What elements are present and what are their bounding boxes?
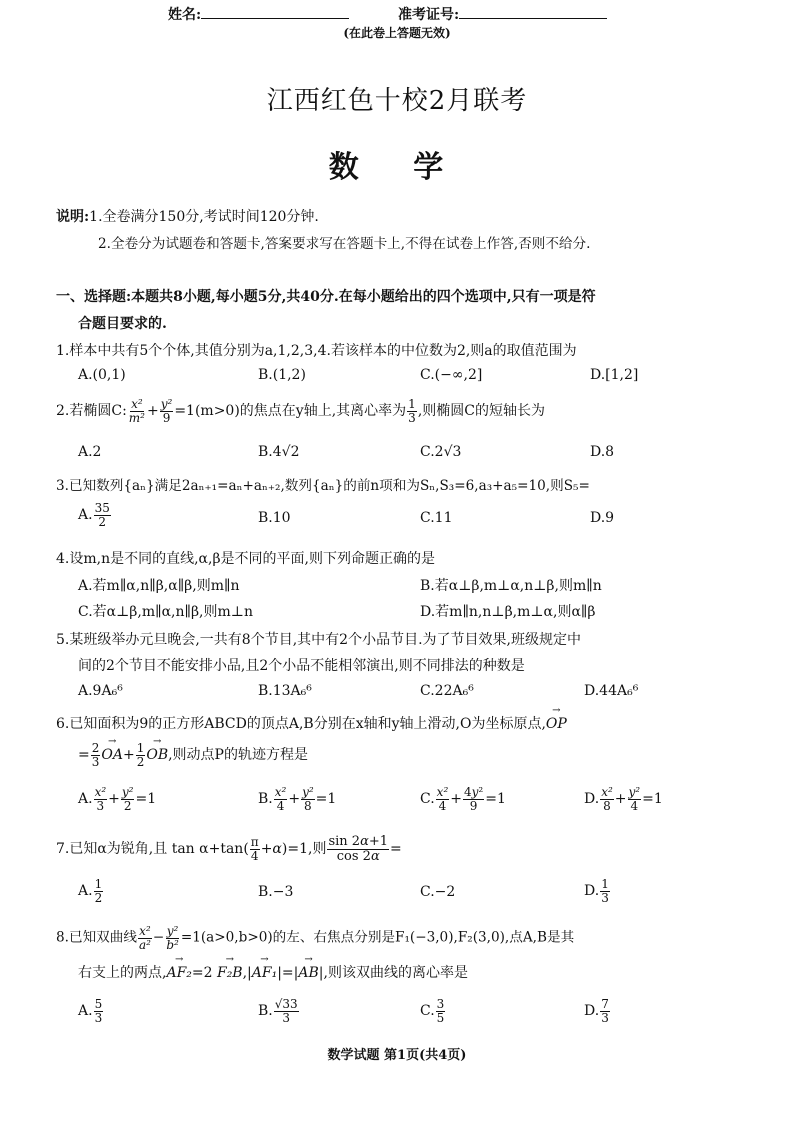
q6-option-c-label: C. (420, 791, 435, 808)
q8-line-2-a: 右支上的两点, (78, 965, 167, 981)
q3-a-den: 2 (98, 514, 107, 529)
q1-option-a: A.(0,1) (78, 367, 126, 383)
instructions-label: 说明: (56, 209, 90, 225)
q7-stem-a: 7.已知α为锐角,且 tan α+tan( (56, 841, 249, 858)
q8-option-b-label: B. (258, 1003, 273, 1020)
vector-af2: → AF₂ (166, 965, 191, 981)
exam-id-field (398, 4, 607, 24)
q6-option-d: D. $\frac{\text{x²}}{8}$ + $\frac{\text{y²}}{4}$ =1 (584, 785, 663, 813)
instructions-item-2: 2.全卷分为试题卷和答题卡,答案要求写在答题卡上,不得在试卷上作答,否则不给分. (98, 236, 591, 252)
q8-option-a-label: A. (78, 1003, 93, 1020)
q6-line-1-text: 6.已知面积为9的正方形ABCD的顶点A,B分别在x轴和y轴上滑动,O为坐标原点, (56, 716, 546, 732)
q7-option-c: C.−2 (420, 884, 456, 900)
q3-a-num: 35 (94, 501, 110, 515)
section-heading-line-2: 合题目要求的. (78, 316, 167, 332)
q8-option-c: C. $\frac{3}{5}$ (420, 997, 445, 1025)
q8-line-1-b: =1(a>0,b>0)的左、右焦点分别是F₁(−3,0),F₂(3,0),点A,B是其 (180, 929, 575, 946)
section-heading-line-1: 一、选择题:本题共8小题,每小题5分,共40分.在每小题给出的四个选项中,只有一项是符 (56, 289, 596, 305)
q2-stem-b: =1(m>0)的焦点在y轴上,其离心率为 (174, 403, 407, 420)
q4-stem: 4.设m,n是不同的直线,α,β是不同的平面,则下列命题正确的是 (56, 551, 435, 567)
header-notice: (在此卷上答题无效) (343, 26, 451, 40)
q2-option-b: B.4√2 (258, 444, 300, 460)
q8-option-d-label: D. (584, 1003, 600, 1020)
page-footer: 数学试题 第1页(共4页) (327, 1048, 467, 1063)
q2-stem-a: 2.若椭圆C: (56, 403, 127, 420)
vector-ob: → OB (146, 747, 168, 763)
q1-option-d: D.[1,2] (590, 367, 639, 383)
q4-option-a: A.若m∥α,n∥β,α∥β,则m∥n (78, 578, 240, 594)
vector-ab: → AB (298, 965, 318, 981)
q2-frac-e: $\frac{1}{3}$ (408, 397, 416, 425)
q6-line-2-tail: ,则动点P的轨迹方程是 (168, 747, 308, 764)
q3-option-a (78, 502, 112, 528)
q7-stem: 7.已知α为锐角,且 tan α+tan( $\frac{\pi}{4}$ +α)=1,则 $\frac{\sin 2\alpha+1}{\cos 2\alpha}$ = (56, 834, 402, 864)
q5-option-b: B.13A₆⁶ (258, 683, 312, 699)
q2-stem: 2.若椭圆C: $\frac{\text{x²}}{\text{m²}}$ + $\frac{\text{y²}}{9}$ =1(m>0)的焦点在y轴上,其离心率为 $\frac{1}{3}$ ,则椭圆C的短轴长为 (56, 397, 545, 425)
q7-option-d-label: D. (584, 883, 600, 900)
q8-line-1: 8.已知双曲线 $\frac{\text{x²}}{\text{a²}}$ − $\frac{\text{y²}}{\text{b²}}$ =1(a>0,b>0)的左、右焦点分别是F₁(−3,0),F₂(3,0),点A,B是其 (56, 924, 575, 952)
vector-op: → OP (546, 716, 567, 732)
q8-option-d: D. $\frac{7}{3}$ (584, 997, 609, 1025)
q5-line-1: 5.某班级举办元旦晚会,一共有8个节目,其中有2个小品节目.为了节目效果,班级规定中 (56, 632, 581, 648)
instructions-line-1 (56, 206, 319, 226)
q2-option-d: D.8 (590, 444, 615, 460)
q7-option-a: A. $\frac{1}{2}$ (78, 877, 103, 905)
q6-option-d-label: D. (584, 791, 600, 808)
q6-frac-2-3: $\frac{2}{3}$ (91, 741, 100, 769)
q3-option-a-label: A. (78, 507, 93, 524)
q4-option-c: C.若α⊥β,m∥α,n∥β,则m⊥n (78, 604, 253, 620)
q8-option-a: A. $\frac{5}{3}$ (78, 997, 103, 1025)
q2-frac-x: $\frac{\text{x²}}{\text{m²}}$ (128, 397, 145, 425)
q4-option-d: D.若m∥n,n⊥β,m⊥α,则α∥β (420, 604, 596, 620)
q6-line-2: = $\frac{2}{3}$ → OA+ $\frac{1}{2}$ → OB,则动点P的轨迹方程是 (78, 742, 308, 768)
subject-title: 数 学 (328, 150, 466, 185)
q6-option-b: B. $\frac{\text{x²}}{4}$ + $\frac{\text{y²}}{8}$ =1 (258, 785, 337, 813)
q6-option-b-label: B. (258, 791, 273, 808)
q8-line-2: 右支上的两点,→ AF₂=2 → F₂B,|→ AF₁|=|→ AB|,则该双曲线的离心率是 (78, 962, 468, 982)
q4-option-b: B.若α⊥β,m⊥α,n⊥β,则m∥n (420, 578, 602, 594)
q3-option-a-frac (94, 502, 111, 528)
q5-option-a: A.9A₆⁶ (78, 683, 123, 699)
q8-option-c-label: C. (420, 1003, 435, 1020)
instructions-item-1: 1.全卷满分150分,考试时间120分钟. (89, 209, 319, 225)
exam-id-label: 准考证号: (398, 7, 460, 23)
q7-option-a-label: A. (78, 883, 93, 900)
q3-option-b: B.10 (258, 510, 291, 526)
q6-frac-1-2: $\frac{1}{2}$ (136, 741, 145, 769)
q2-stem-c: ,则椭圆C的短轴长为 (417, 403, 545, 420)
q7-option-d: D. $\frac{1}{3}$ (584, 877, 609, 905)
q6-option-a: A. $\frac{\text{x²}}{3}$ + $\frac{\text{y²}}{2}$ =1 (78, 785, 157, 813)
q8-line-2-b: ,则该双曲线的离心率是 (323, 965, 468, 981)
q3-option-d: D.9 (590, 510, 615, 526)
q1-option-b: B.(1,2) (258, 367, 306, 383)
exam-id-blank (459, 8, 607, 19)
q7-option-b: B.−3 (258, 884, 294, 900)
name-label: 姓名: (168, 7, 202, 23)
q5-option-d: D.44A₆⁶ (584, 683, 639, 699)
q2-option-a: A.2 (78, 444, 102, 460)
vector-oa: → OA (101, 747, 123, 763)
q6-option-a-label: A. (78, 791, 93, 808)
q2-option-c: C.2√3 (420, 444, 462, 460)
q7-stem-b: )=1,则 (281, 841, 327, 858)
name-field (168, 4, 349, 24)
q3-option-c: C.11 (420, 510, 453, 526)
vector-af1: → AF₁ (252, 965, 277, 981)
q6-option-c: C. $\frac{\text{x²}}{4}$ + $\frac{\text{4y²}}{9}$ =1 (420, 785, 506, 813)
q7-stem-c: = (390, 841, 402, 858)
q1-stem: 1.样本中共有5个个体,其值分别为a,1,2,3,4.若该样本的中位数为2,则a的取值范围为 (56, 343, 577, 359)
q8-line-1-a: 8.已知双曲线 (56, 929, 137, 946)
q5-option-c: C.22A₆⁶ (420, 683, 474, 699)
q3-stem: 3.已知数列{aₙ}满足2aₙ₊₁=aₙ+aₙ₊₂,数列{aₙ}的前n项和为Sₙ,S₃=6,a₃+a₅=10,则S₅= (56, 478, 590, 494)
q2-frac-y: $\frac{\text{y²}}{9}$ (160, 397, 173, 425)
name-blank (201, 8, 349, 19)
q8-option-b: B. $\frac{√33}{3}$ (258, 997, 298, 1025)
exam-title: 江西红色十校2月联考 (266, 86, 528, 116)
q6-line-1 (56, 713, 567, 733)
q5-line-2: 间的2个节目不能安排小品,且2个小品不能相邻演出,则不同排法的种数是 (78, 658, 525, 674)
q1-option-c: C.(−∞,2] (420, 367, 483, 383)
vector-f2b: → F₂B (217, 965, 243, 981)
